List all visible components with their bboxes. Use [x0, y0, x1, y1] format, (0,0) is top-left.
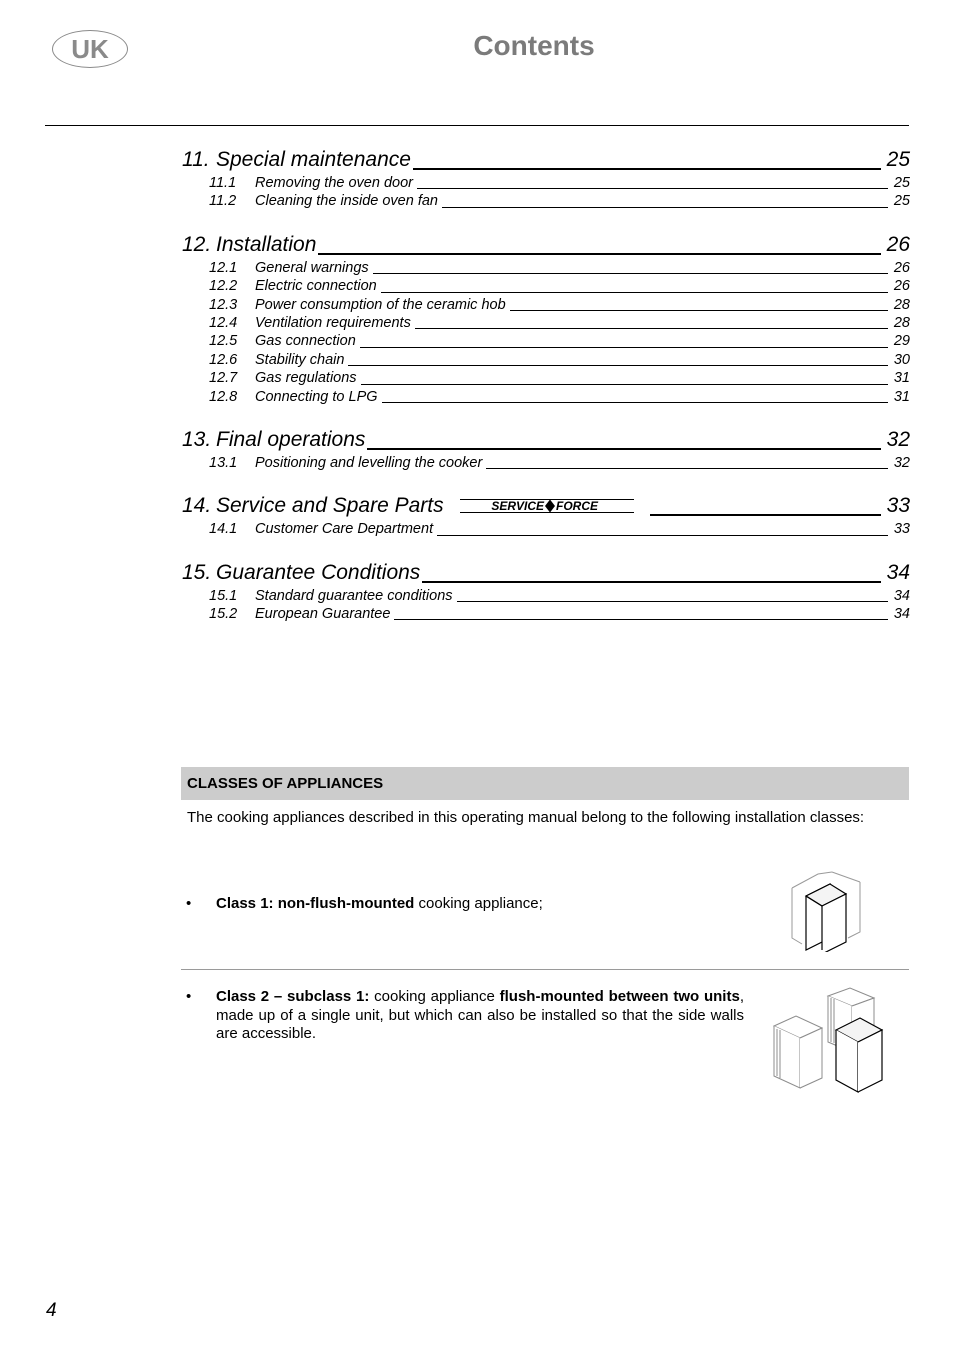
toc-number: 11. [182, 148, 210, 171]
toc-leader [413, 168, 881, 170]
toc-section-13 [182, 426, 910, 472]
toc-title: Special maintenance [216, 148, 411, 171]
classes-intro: The cooking appliances described in this operating manual belong to the following installation classes: [187, 809, 865, 826]
toc-number: 14.1 [209, 521, 238, 538]
toc-entry[interactable] [182, 559, 910, 587]
toc-title: Connecting to LPG [255, 388, 378, 405]
toc-number: 12.2 [209, 278, 238, 295]
toc-page: 31 [893, 370, 910, 387]
toc-number: 12.1 [209, 259, 238, 276]
class1-label: Class 1: non-flush-mounted [216, 895, 415, 912]
toc-subentry[interactable] [182, 369, 910, 387]
uk-badge: UK [52, 30, 128, 68]
toc-entry[interactable] [182, 426, 910, 454]
toc-leader [318, 253, 880, 255]
toc-leader [361, 384, 888, 385]
toc-number: 11.1 [209, 174, 237, 191]
toc-leader [415, 328, 888, 329]
logo-text-service: SERVICE [490, 499, 544, 514]
toc-title: Final operations [216, 427, 366, 451]
toc-leader [360, 347, 888, 348]
toc-title: Electric connection [255, 278, 377, 295]
toc-page: 25 [893, 193, 910, 210]
toc-leader [417, 188, 888, 189]
toc-page: 32 [886, 427, 910, 451]
toc-page: 34 [893, 587, 910, 604]
toc-section-11 [182, 146, 910, 211]
class2-text [216, 988, 744, 1044]
toc-leader [650, 514, 881, 516]
toc-title: Standard guarantee conditions [255, 587, 453, 604]
toc-number: 12.5 [209, 333, 238, 350]
toc-subentry[interactable] [182, 296, 910, 314]
bullet-marker: • [186, 988, 192, 1005]
page-number: 4 [46, 1300, 57, 1321]
toc-number: 15.1 [209, 587, 238, 604]
toc-page: 28 [893, 296, 910, 313]
toc-title: Power consumption of the ceramic hob [255, 296, 506, 313]
toc-page: 32 [893, 454, 910, 471]
toc-leader [382, 402, 888, 403]
toc-page: 25 [886, 148, 910, 171]
toc-title: Positioning and levelling the cooker [255, 454, 483, 471]
toc-number: 11.2 [209, 193, 237, 210]
toc-page: 26 [893, 259, 910, 276]
toc-section-14 [182, 492, 910, 538]
toc-title: Stability chain [255, 351, 345, 368]
toc-page: 28 [893, 314, 910, 331]
class2-text-part: , made up of a single unit, but which can also be installed so that the side walls are accessible. [216, 988, 744, 1042]
toc-title: Service and Spare Parts [216, 494, 444, 518]
toc-number: 14. [182, 494, 212, 518]
header-rule [45, 125, 909, 126]
toc-title: Ventilation requirements [255, 314, 411, 331]
class2-appliance-illustration [766, 984, 890, 1096]
toc-number: 12.3 [209, 296, 238, 313]
class2-label: Class 2 – subclass 1: [216, 988, 370, 1005]
serviceforce-logo [458, 498, 636, 514]
toc-number: 15. [182, 560, 212, 584]
toc-number: 12.6 [209, 351, 238, 368]
toc-subentry[interactable] [182, 605, 910, 623]
toc-number: 12. [182, 232, 212, 256]
class2-mount-label: flush-mounted between two units [499, 988, 740, 1005]
toc-subentry[interactable] [182, 174, 910, 192]
class-separator [181, 969, 909, 970]
toc-page: 31 [893, 388, 910, 405]
toc-leader [373, 273, 888, 274]
toc-leader [442, 207, 888, 208]
toc-page: 34 [893, 606, 910, 623]
class2-text-part: cooking appliance [369, 988, 500, 1005]
toc-title: Cleaning the inside oven fan [255, 193, 438, 210]
toc-page: 34 [886, 560, 910, 584]
toc-title: Installation [216, 232, 317, 256]
toc-leader [486, 468, 888, 469]
toc-section-12 [182, 231, 910, 406]
toc-leader [457, 601, 888, 602]
toc-subentry[interactable] [182, 520, 910, 538]
toc-subentry[interactable] [182, 277, 910, 295]
toc-leader [437, 535, 888, 536]
toc-subentry[interactable] [182, 454, 910, 472]
class1-text [216, 895, 543, 914]
toc-leader [510, 310, 888, 311]
toc-title: Gas regulations [255, 370, 357, 387]
toc-page: 26 [886, 232, 910, 256]
toc-subentry[interactable] [182, 351, 910, 369]
toc-page: 33 [893, 521, 910, 538]
toc-entry[interactable] [182, 146, 910, 174]
class1-description: cooking appliance; [414, 895, 543, 912]
toc-title: Guarantee Conditions [216, 560, 421, 584]
toc-leader [422, 581, 880, 583]
toc-title: Gas connection [255, 333, 356, 350]
toc-number: 12.7 [209, 370, 238, 387]
toc-title: General warnings [255, 259, 369, 276]
toc-leader [367, 448, 880, 450]
page-title: Contents [473, 30, 595, 61]
toc-leader [381, 292, 888, 293]
table-of-contents [182, 146, 910, 643]
toc-title: Customer Care Department [255, 521, 434, 538]
toc-entry[interactable] [182, 231, 910, 259]
toc-leader [394, 619, 887, 620]
classes-heading: CLASSES OF APPLIANCES [181, 767, 909, 800]
toc-title: European Guarantee [255, 606, 391, 623]
bullet-marker: • [186, 895, 192, 912]
toc-number: 12.4 [209, 314, 238, 331]
toc-page: 33 [886, 494, 910, 518]
toc-subentry[interactable] [182, 388, 910, 406]
toc-title: Removing the oven door [255, 174, 413, 191]
toc-subentry[interactable] [182, 314, 910, 332]
toc-subentry[interactable] [182, 259, 910, 277]
toc-entry[interactable] [182, 492, 910, 520]
logo-text-force: FORCE [555, 499, 598, 514]
toc-page: 30 [893, 351, 910, 368]
class1-appliance-illustration [788, 868, 864, 952]
toc-page: 25 [893, 174, 910, 191]
toc-leader [348, 365, 887, 366]
toc-subentry[interactable] [182, 192, 910, 210]
toc-number: 13. [182, 427, 212, 451]
toc-subentry[interactable] [182, 332, 910, 350]
toc-number: 15.2 [209, 606, 238, 623]
toc-subentry[interactable] [182, 587, 910, 605]
toc-number: 12.8 [209, 388, 238, 405]
toc-number: 13.1 [209, 454, 238, 471]
toc-section-15 [182, 559, 910, 624]
toc-page: 29 [893, 333, 910, 350]
toc-page: 26 [893, 278, 910, 295]
